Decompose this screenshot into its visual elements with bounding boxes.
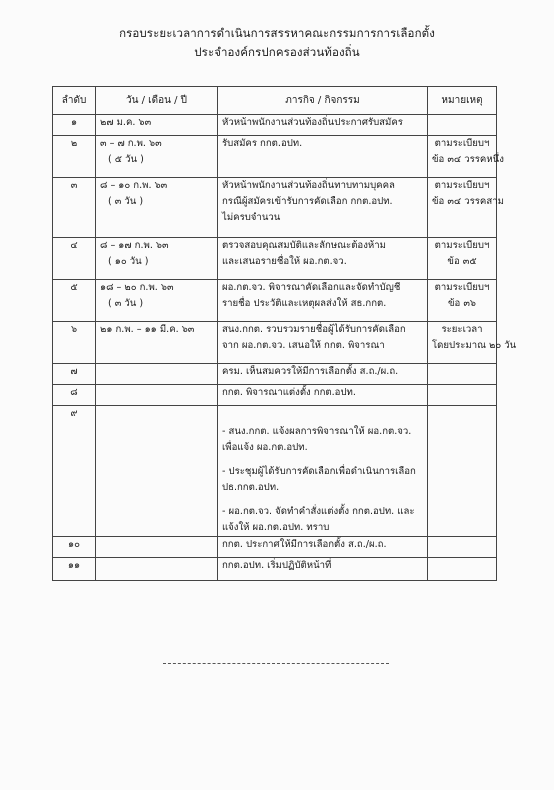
order-number: ๓ [70, 180, 78, 191]
schedule-table [52, 86, 517, 581]
remark-cell [428, 364, 497, 385]
date-cell [96, 322, 218, 364]
order-cell [53, 558, 96, 581]
order-number: ๑๐ [68, 539, 80, 550]
cell-line: ( ๕ วัน ) [108, 154, 144, 165]
table-header-row [53, 87, 497, 115]
dashed-signature-line [163, 663, 389, 664]
cell-line: ครม. เห็นสมควรให้มีการเลือกตั้ง ส.ถ./ผ.ถ. [222, 366, 399, 377]
cell-line: หัวหน้าพนักงานส่วนท้องถิ่นทาบทามบุคคล [222, 180, 395, 191]
cell-line: ( ๓ วัน ) [108, 298, 144, 309]
column-header-date: วัน / เดือน / ปี [96, 87, 218, 115]
cell-line: ๑๘ – ๒๐ ก.พ. ๖๓ [100, 282, 174, 293]
activity-cell [218, 178, 428, 238]
date-cell [96, 115, 218, 136]
order-number: ๒ [70, 138, 78, 149]
table-row [53, 115, 497, 136]
date-cell [96, 558, 218, 581]
activity-cell [218, 238, 428, 280]
date-cell [96, 178, 218, 238]
table-row [53, 178, 497, 238]
order-number: ๔ [70, 240, 78, 251]
date-cell [96, 364, 218, 385]
cell-line: ( ๓ วัน ) [108, 196, 144, 207]
cell-line: รายชื่อ ประวัติและเหตุผลส่งให้ สธ.กกต. [222, 298, 387, 309]
activity-cell [218, 115, 428, 136]
activity-cell [218, 136, 428, 178]
table-row [53, 322, 497, 364]
date-cell [96, 136, 218, 178]
cell-line: กรณีผู้สมัครเข้ารับการคัดเลือก กกต.อปท. [222, 196, 393, 207]
cell-line: - สนง.กกต. แจ้งผลการพิจารณาให้ ผอ.กต.จว. [222, 426, 412, 437]
cell-line: รับสมัคร กกต.อปท. [222, 138, 303, 149]
cell-line: ไม่ครบจำนวน [222, 212, 281, 223]
cell-line: ๘ – ๑๐ ก.พ. ๖๓ [100, 180, 168, 191]
order-cell [53, 406, 96, 537]
cell-line: ระยะเวลา [441, 324, 483, 335]
table-row [53, 280, 497, 322]
date-cell [96, 280, 218, 322]
remark-cell [428, 238, 497, 280]
remark-cell [428, 406, 497, 537]
table-body [53, 115, 517, 581]
cell-line: ตรวจสอบคุณสมบัติและลักษณะต้องห้าม [222, 240, 386, 251]
activity-cell [218, 364, 428, 385]
remark-cell [428, 136, 504, 178]
table-row [53, 385, 497, 406]
table-row [53, 406, 497, 537]
activity-cell [218, 322, 428, 364]
order-number: ๙ [70, 408, 78, 419]
table-row [53, 537, 497, 558]
remark-cell [428, 385, 497, 406]
cell-line: ข้อ ๓๔ วรรคสาม [432, 196, 504, 207]
table-row [53, 364, 497, 385]
cell-line: จาก ผอ.กต.จว. เสนอให้ กกต. พิจารณา [222, 340, 385, 351]
cell-line: สนง.กกต. รวบรวมรายชื่อผู้ได้รับการคัดเลือก [222, 324, 406, 335]
cell-line: กกต. พิจารณาแต่งตั้ง กกต.อปท. [222, 387, 356, 398]
cell-line: ตามระเบียบฯ [434, 282, 490, 293]
cell-line: ตามระเบียบฯ [434, 138, 490, 149]
activity-cell [218, 385, 428, 406]
activity-cell [218, 558, 428, 581]
cell-line: โดยประมาณ ๒๐ วัน [432, 340, 517, 351]
date-cell [96, 537, 218, 558]
order-cell [53, 136, 96, 178]
cell-line: เพื่อแจ้ง ผอ.กต.อปท. [222, 442, 308, 453]
cell-line: ๒๗ ม.ค. ๖๓ [100, 117, 152, 128]
cell-line: ข้อ ๓๖ [447, 298, 477, 309]
date-cell [96, 238, 218, 280]
cell-line: ๘ – ๑๗ ก.พ. ๖๓ [100, 240, 169, 251]
cell-line: แจ้งให้ ผอ.กต.อปท. ทราบ [222, 522, 330, 533]
order-cell [53, 537, 96, 558]
table-row [53, 558, 497, 581]
cell-line: หัวหน้าพนักงานส่วนท้องถิ่นประกาศรับสมัคร [222, 117, 403, 128]
order-number: ๗ [70, 366, 78, 377]
cell-line: ตามระเบียบฯ [434, 240, 490, 251]
remark-cell [428, 537, 497, 558]
remark-cell [428, 322, 517, 364]
activity-cell [218, 537, 428, 558]
table-row [53, 136, 497, 178]
column-header-remark: หมายเหตุ [428, 87, 497, 115]
cell-line: - ผอ.กต.จว. จัดทำคำสั่งแต่งตั้ง กกต.อปท. และ [222, 506, 415, 517]
order-cell [53, 115, 96, 136]
order-number: ๑๑ [67, 560, 81, 571]
cell-line: ( ๑๐ วัน ) [108, 256, 149, 267]
document-subtitle: ประจำองค์กรปกครองส่วนท้องถิ่น [194, 45, 360, 59]
order-cell [53, 385, 96, 406]
order-cell [53, 178, 96, 238]
order-number: ๖ [70, 324, 78, 335]
cell-line: ข้อ ๓๕ [447, 256, 477, 267]
order-cell [53, 280, 96, 322]
cell-line: ๒๑ ก.พ. – ๑๑ มี.ค. ๖๓ [100, 324, 195, 335]
cell-line: ๓ – ๗ ก.พ. ๖๓ [100, 138, 162, 149]
document-title: กรอบระยะเวลาการดำเนินการสรรหาคณะกรรมการการเลือกตั้ง [119, 26, 435, 40]
cell-line: ผอ.กต.จว. พิจารณาคัดเลือกและจัดทำบัญชี [222, 282, 401, 293]
remark-cell [428, 115, 497, 136]
order-number: ๕ [70, 282, 78, 293]
order-number: ๘ [70, 387, 78, 398]
order-cell [53, 238, 96, 280]
cell-line: และเสนอรายชื่อให้ ผอ.กต.จว. [222, 256, 347, 267]
remark-cell [428, 558, 497, 581]
cell-line: ข้อ ๓๔ วรรคหนึ่ง [432, 154, 504, 165]
column-header-activity: ภารกิจ / กิจกรรม [218, 87, 428, 115]
cell-line: กกต.อปท. เริ่มปฏิบัติหน้าที่ [222, 560, 332, 571]
cell-line: กกต. ประกาศให้มีการเลือกตั้ง ส.ถ./ผ.ถ. [222, 539, 387, 550]
table-row [53, 238, 497, 280]
order-cell [53, 364, 96, 385]
remark-cell [428, 280, 497, 322]
remark-cell [428, 178, 504, 238]
date-cell [96, 385, 218, 406]
date-cell [96, 406, 218, 537]
activity-cell [218, 406, 428, 537]
cell-line: - ประชุมผู้ได้รับการคัดเลือกเพื่อดำเนินการเลือก [222, 466, 416, 477]
order-number: ๑ [70, 117, 78, 128]
order-cell [53, 322, 96, 364]
activity-cell [218, 280, 428, 322]
cell-line: ตามระเบียบฯ [434, 180, 490, 191]
column-header-order: ลำดับ [53, 87, 96, 115]
cell-line: ปธ.กกต.อปท. [222, 482, 280, 493]
